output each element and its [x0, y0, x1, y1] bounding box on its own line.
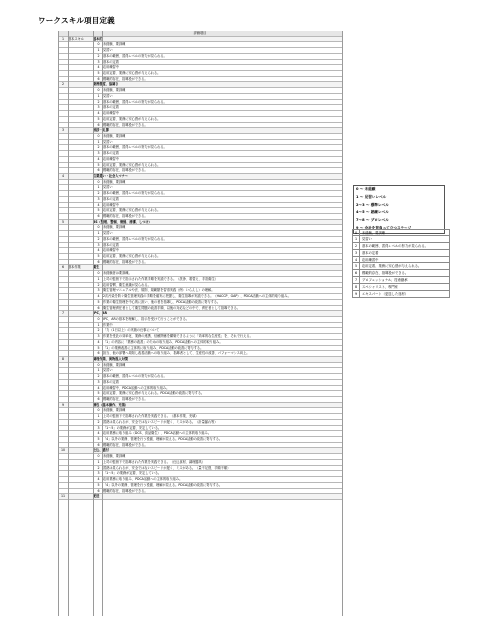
- level-number: 1: [97, 414, 100, 419]
- level-number: 4: [97, 431, 100, 436]
- level-number: 2: [97, 328, 100, 333]
- scale-legend: [352, 229, 450, 298]
- section-category: [68, 494, 93, 499]
- section-item: 挨拶・礼節: [93, 128, 109, 133]
- section-number: 1: [61, 36, 65, 41]
- section-number: 5: [61, 219, 65, 224]
- level-number: 3: [97, 196, 100, 201]
- section-number: 7: [61, 311, 65, 316]
- level-description: 応用定着、業務に安心感が与えられる。: [103, 71, 161, 76]
- scale-key: 0: [353, 230, 360, 235]
- level-number: 4: [97, 202, 100, 207]
- section-category: [68, 220, 93, 225]
- level-description: 応用定着、業務に安心感が与えられる。: [103, 208, 161, 213]
- level-number: 4: [97, 385, 100, 390]
- level-description: 未経験、要訓練: [103, 179, 126, 184]
- level-description: 応用練習中、PDCA活動への主体的取り組み。: [103, 385, 170, 390]
- level-description: 模範的存在、指導役ができる。: [103, 168, 148, 173]
- level-number: 4: [97, 294, 100, 299]
- scale-item: [352, 257, 450, 264]
- level-description: 「力（1日以上）の実施の仕事について: [103, 328, 160, 333]
- level-number: 0: [97, 133, 100, 138]
- scale-value: スペシャリスト、専門家: [362, 285, 398, 290]
- scale-item: [352, 277, 450, 284]
- scale-item: [352, 291, 450, 298]
- section-number: 3: [61, 128, 65, 133]
- level-number: 4: [97, 248, 100, 253]
- level-description: 基本の範囲、習得レベルの努力が見られる。: [103, 99, 167, 104]
- level-number: 0: [97, 88, 100, 93]
- level-number: 3: [97, 242, 100, 247]
- level-number: 0: [97, 454, 100, 459]
- scale-value: 基本の範囲、習得レベルの努力が見られる。: [362, 243, 428, 248]
- level-description: 基本の定着: [103, 105, 119, 110]
- section-category: [68, 82, 93, 87]
- section-item: 衛生: [93, 265, 100, 270]
- level-description: 応用業務に取り組み（DCS、食品衛生）、PDCA活動への主体的取り組み。: [103, 431, 212, 436]
- legend-level-item: 4～5 ～ 熟練レベル: [356, 210, 389, 215]
- level-number: 1: [97, 48, 100, 53]
- level-description: 「4」以外の業務、管理を行う役割、理解が見える。PDCA活動の改善に寄与する。: [103, 437, 223, 442]
- level-description: 基本の範囲、習得レベルの努力が見られる。: [103, 236, 167, 241]
- level-description: 「4」以外の業務、管理を行う役割、理解が見える。PDCA活動の改善に寄与する。: [103, 482, 223, 487]
- scale-key: 7: [353, 277, 360, 283]
- level-description: 未経験、要訓練: [103, 42, 126, 47]
- section-item: 勤務態度、協調さ: [93, 82, 119, 87]
- level-number: 0: [97, 362, 100, 367]
- level-description: 応用定着、業務に安心感が与えられる。: [103, 116, 161, 121]
- level-description: 基本の範囲、習得レベルの努力が見られる。: [103, 53, 167, 58]
- level-number: 3: [97, 334, 100, 339]
- level-description: 担当、他の部署へ周知し改善活動への取り組み、指導者として、生産性の改善、パフォーマンス向上。: [103, 351, 250, 356]
- level-number: 2: [97, 419, 100, 424]
- grid-line: [342, 31, 343, 616]
- level-number: 4: [97, 111, 100, 116]
- level-description: 模範的存在、指導役ができる。: [103, 442, 148, 447]
- level-number: 0: [97, 408, 100, 413]
- level-description: IPC、ARの基本を理解し、指示を受けて行うことができる。: [103, 316, 189, 321]
- section-category: 基本作業: [68, 265, 81, 270]
- section-item: 言葉遣い・社会人マナー: [93, 173, 129, 178]
- scale-key: 4: [353, 257, 360, 263]
- level-number: 6: [97, 351, 100, 356]
- level-description: 応用練習中: [103, 65, 119, 70]
- level-description: 基本の定着: [103, 379, 119, 384]
- level-description: 「1～5」の業務が定着、安定している。: [103, 471, 162, 476]
- level-description: 習熟は見られるが、安全ではないスピードが遅く、ミスがある。（計量漏れ等）: [103, 419, 218, 424]
- level-description: 模範的存在、指導役ができる。: [103, 488, 148, 493]
- level-description: 模範的存在、指導役ができる。: [103, 76, 148, 81]
- section-item: 5S（整理、整頓、清掃、清潔、しつけ）: [93, 219, 152, 224]
- level-description: 上司の監督下で指導された作業を実践できる。（仕込食材、調理器具）: [103, 459, 205, 464]
- section-item: 調理作業、異物混入対策: [93, 356, 129, 361]
- level-number: 1: [97, 459, 100, 464]
- level-description: 応用習慣、衛生意識が見られる。: [103, 282, 151, 287]
- level-number: 1: [97, 368, 100, 373]
- level-description: 応用業務に取り組み、PDCA活動への主体的取り組み。: [103, 477, 183, 482]
- page-title: ワークスキル項目定義: [38, 16, 115, 25]
- level-number: 0: [97, 225, 100, 230]
- level-number: 5: [97, 345, 100, 350]
- scale-value: 応用定着、業務に安心感が与えられる。: [362, 264, 422, 269]
- section-item: 仕込、盛付: [93, 448, 109, 453]
- level-description: 見習い: [103, 93, 113, 98]
- level-description: 未経験、要訓練: [103, 133, 126, 138]
- level-description: 衛生管理責任者として衛生問題の改善手順、以後の対応などの中で、責任者として指導できる。: [103, 305, 240, 310]
- level-description: 「1」の業務改善に主体的に取り組み、PDCA活動の改善に寄与する。: [103, 345, 204, 350]
- level-description: 「1～5」の業務が定着、安定している。: [103, 425, 162, 430]
- scale-item: [352, 236, 450, 243]
- level-description: 未経験者は要訓練。: [103, 271, 132, 276]
- scale-key: 3: [353, 250, 360, 256]
- level-description: 未経験、要訓練: [103, 362, 126, 367]
- level-description: 基本の定着: [103, 59, 119, 64]
- section-row: [58, 494, 342, 500]
- level-description: 応用定着、業務に安心感が与えられる。: [103, 254, 161, 259]
- level-number: 1: [97, 322, 100, 327]
- level-number: 2: [97, 99, 100, 104]
- level-number: 2: [97, 465, 100, 470]
- level-number: 6: [97, 259, 100, 264]
- level-number: 6: [97, 214, 100, 218]
- level-number: 6: [97, 442, 100, 447]
- section-category: [68, 448, 93, 453]
- level-description: 模範的存在、指導役ができる。: [103, 214, 148, 218]
- level-number: 3: [97, 425, 100, 430]
- level-number: 1: [97, 93, 100, 98]
- level-number: 4: [97, 477, 100, 482]
- level-number: 3: [97, 105, 100, 110]
- section-item: 梱包（基本操作、充填）: [93, 402, 129, 407]
- legend-level-item: 0 ～ 未経験: [356, 187, 376, 191]
- scale-key: 8: [353, 284, 360, 290]
- section-number: 8: [61, 356, 65, 361]
- section-category: [68, 174, 93, 179]
- level-number: 4: [97, 339, 100, 344]
- legend-level-item: 2～3 ～ 標準レベル: [356, 202, 389, 207]
- level-number: 3: [97, 59, 100, 64]
- legend-level-item: 7～8 ～ プロレベル: [356, 218, 389, 223]
- level-description: 上司の監督下で指導された作業を実践できる。（基本作業、充填）: [103, 414, 199, 419]
- level-number: 5: [97, 208, 100, 213]
- level-number: 0: [97, 316, 100, 321]
- level-number: 3: [97, 379, 100, 384]
- scale-key: 9: [353, 291, 360, 297]
- level-description: 基本の定着: [103, 242, 119, 247]
- level-number: 5: [97, 391, 100, 396]
- level-description: 応用定着、業務に安心感が与えられる。: [103, 162, 161, 167]
- level-description: 未経験、要訓練: [103, 225, 126, 230]
- scale-item: [352, 250, 450, 257]
- level-number: 2: [97, 145, 100, 150]
- level-description: 応用練習中: [103, 111, 119, 116]
- level-description: 上司の監督下で指示された作業手順を実践できる。（洗浄、着替え、手指衛生）: [103, 276, 218, 281]
- section-number: 2: [61, 82, 65, 87]
- level-number: 5: [97, 254, 100, 259]
- level-description: 模範的存在、指導役ができる。: [103, 122, 148, 127]
- level-number: 6: [97, 168, 100, 173]
- level-description: 作業中: [103, 322, 113, 327]
- section-number: 6: [61, 265, 65, 270]
- level-number: 2: [97, 236, 100, 241]
- level-number: 5: [97, 162, 100, 167]
- section-category: 基本スキル: [68, 36, 84, 41]
- section-number: 11: [60, 494, 66, 499]
- level-number: 3: [97, 151, 100, 156]
- level-description: 基本の定着: [103, 151, 119, 156]
- scale-item: [352, 284, 450, 291]
- level-description: 見習い: [103, 139, 113, 144]
- scale-item: [352, 263, 450, 270]
- scale-value: 模範的存在、指導役ができる。: [362, 271, 409, 276]
- scale-value: 見習い: [362, 236, 372, 241]
- level-description: 未経験、要訓練: [103, 88, 126, 93]
- scale-item: [352, 270, 450, 277]
- scale-value: 基本の定着: [362, 250, 379, 255]
- level-description: 習熟は見られるが、安全ではないスピードが遅く、ミスがある。（量不足感、手順不順）: [103, 465, 231, 470]
- level-description: 応用練習中: [103, 248, 119, 253]
- level-number: 6: [97, 397, 100, 401]
- level-legend: [353, 185, 445, 234]
- level-description: 作業の衛生管理を中心的に担い、他の者を指導し、PDCA活動の改善に寄与する。: [103, 299, 221, 304]
- section-item: 基本的: [93, 36, 103, 41]
- level-number: 5: [97, 437, 100, 442]
- section-category: [68, 403, 93, 408]
- level-description: 未経験、要訓練: [103, 408, 126, 413]
- section-item: 配送: [93, 494, 100, 499]
- level-number: 1: [97, 231, 100, 236]
- level-number: 1: [97, 276, 100, 281]
- level-number: 3: [97, 288, 100, 293]
- section-number: 10: [60, 448, 66, 453]
- level-description: 模範的存在、指導役ができる。: [103, 259, 148, 264]
- level-number: 4: [97, 65, 100, 70]
- level-number: 2: [97, 282, 100, 287]
- level-number: 6: [97, 488, 100, 493]
- level-description: 作業を受託の効率化、業務の連携、信頼関係を構築できるように「効率的な生産性」を、それで行える。: [103, 334, 253, 339]
- scale-value: プロフェッショナル、技術継承: [362, 278, 408, 283]
- level-description: 基本の範囲、習得レベルの努力が見られる。: [103, 191, 167, 196]
- scale-value: 未経験、要訓練: [362, 231, 386, 235]
- level-number: 0: [97, 42, 100, 47]
- level-description: 模範的存在、指導役ができる。: [103, 397, 148, 401]
- section-category: [68, 357, 93, 362]
- scale-value: 応用練習中: [362, 257, 379, 262]
- level-number: 5: [97, 116, 100, 121]
- legend-level-item: 9 ～ 会社を背負って立つステージ: [356, 225, 412, 230]
- level-number: 6: [97, 122, 100, 127]
- section-category: [68, 311, 93, 316]
- scale-key: 6: [353, 270, 360, 276]
- level-number: 0: [97, 179, 100, 184]
- table-body: [58, 37, 342, 500]
- level-description: 見習い: [103, 185, 113, 190]
- level-description: 見習い: [103, 48, 113, 53]
- level-number: 3: [97, 471, 100, 476]
- section-number: 4: [61, 173, 65, 178]
- level-description: 応用練習中: [103, 156, 119, 161]
- scale-key: 5: [353, 263, 360, 269]
- level-description: 見習い: [103, 231, 113, 236]
- level-description: 「1」の内容に「業務の改善」のための取り組み、PDCA活動への主体的取り組み。: [103, 339, 223, 344]
- level-number: 2: [97, 374, 100, 379]
- level-number: 5: [97, 299, 100, 304]
- level-description: 基本の範囲、習得レベルの努力が見られる。: [103, 374, 167, 379]
- level-description: 未経験、要訓練: [103, 454, 126, 459]
- level-description: 基本の定着: [103, 196, 119, 201]
- scale-item: [352, 229, 450, 236]
- scale-value: エキスパート（更迭した逸材）: [362, 292, 409, 297]
- level-description: 2次汚染を防ぐ衛生管理実践の手順を確実に把握し、衛生指導が実践できる。（HACCP、GAP）、PDCA活動への主体的取り組み。: [103, 294, 291, 299]
- section-category: [68, 128, 93, 133]
- level-number: 5: [97, 482, 100, 487]
- level-number: 1: [97, 139, 100, 144]
- level-number: 5: [97, 71, 100, 76]
- level-number: 4: [97, 156, 100, 161]
- header-label: 評価項目: [193, 31, 207, 35]
- level-number: 0: [97, 271, 100, 276]
- level-number: 2: [97, 53, 100, 58]
- level-description: 見習い: [103, 368, 113, 373]
- level-number: 6: [97, 305, 100, 310]
- level-number: 2: [97, 191, 100, 196]
- level-number: 6: [97, 76, 100, 81]
- scale-key: 1: [353, 236, 360, 242]
- level-description: 基本の範囲、習得レベルの努力が見られる。: [103, 145, 167, 150]
- skill-table: [58, 31, 342, 500]
- scale-item: [352, 243, 450, 250]
- section-item: IPC、AR: [93, 311, 107, 316]
- legend-level-item: 1 ～ 見習いレベル: [356, 194, 387, 199]
- scale-key: 2: [353, 243, 360, 249]
- level-number: 1: [97, 185, 100, 190]
- section-number: 9: [61, 402, 65, 407]
- level-description: 衛生管理マニュアルや法、規則、規範類を習得実践（例：いらんし）の理解。: [103, 288, 215, 293]
- level-description: 応用練習中: [103, 202, 119, 207]
- level-description: 応用定着、業務に安心感が与えられる。PDCA活動の改善に寄与する。: [103, 391, 205, 396]
